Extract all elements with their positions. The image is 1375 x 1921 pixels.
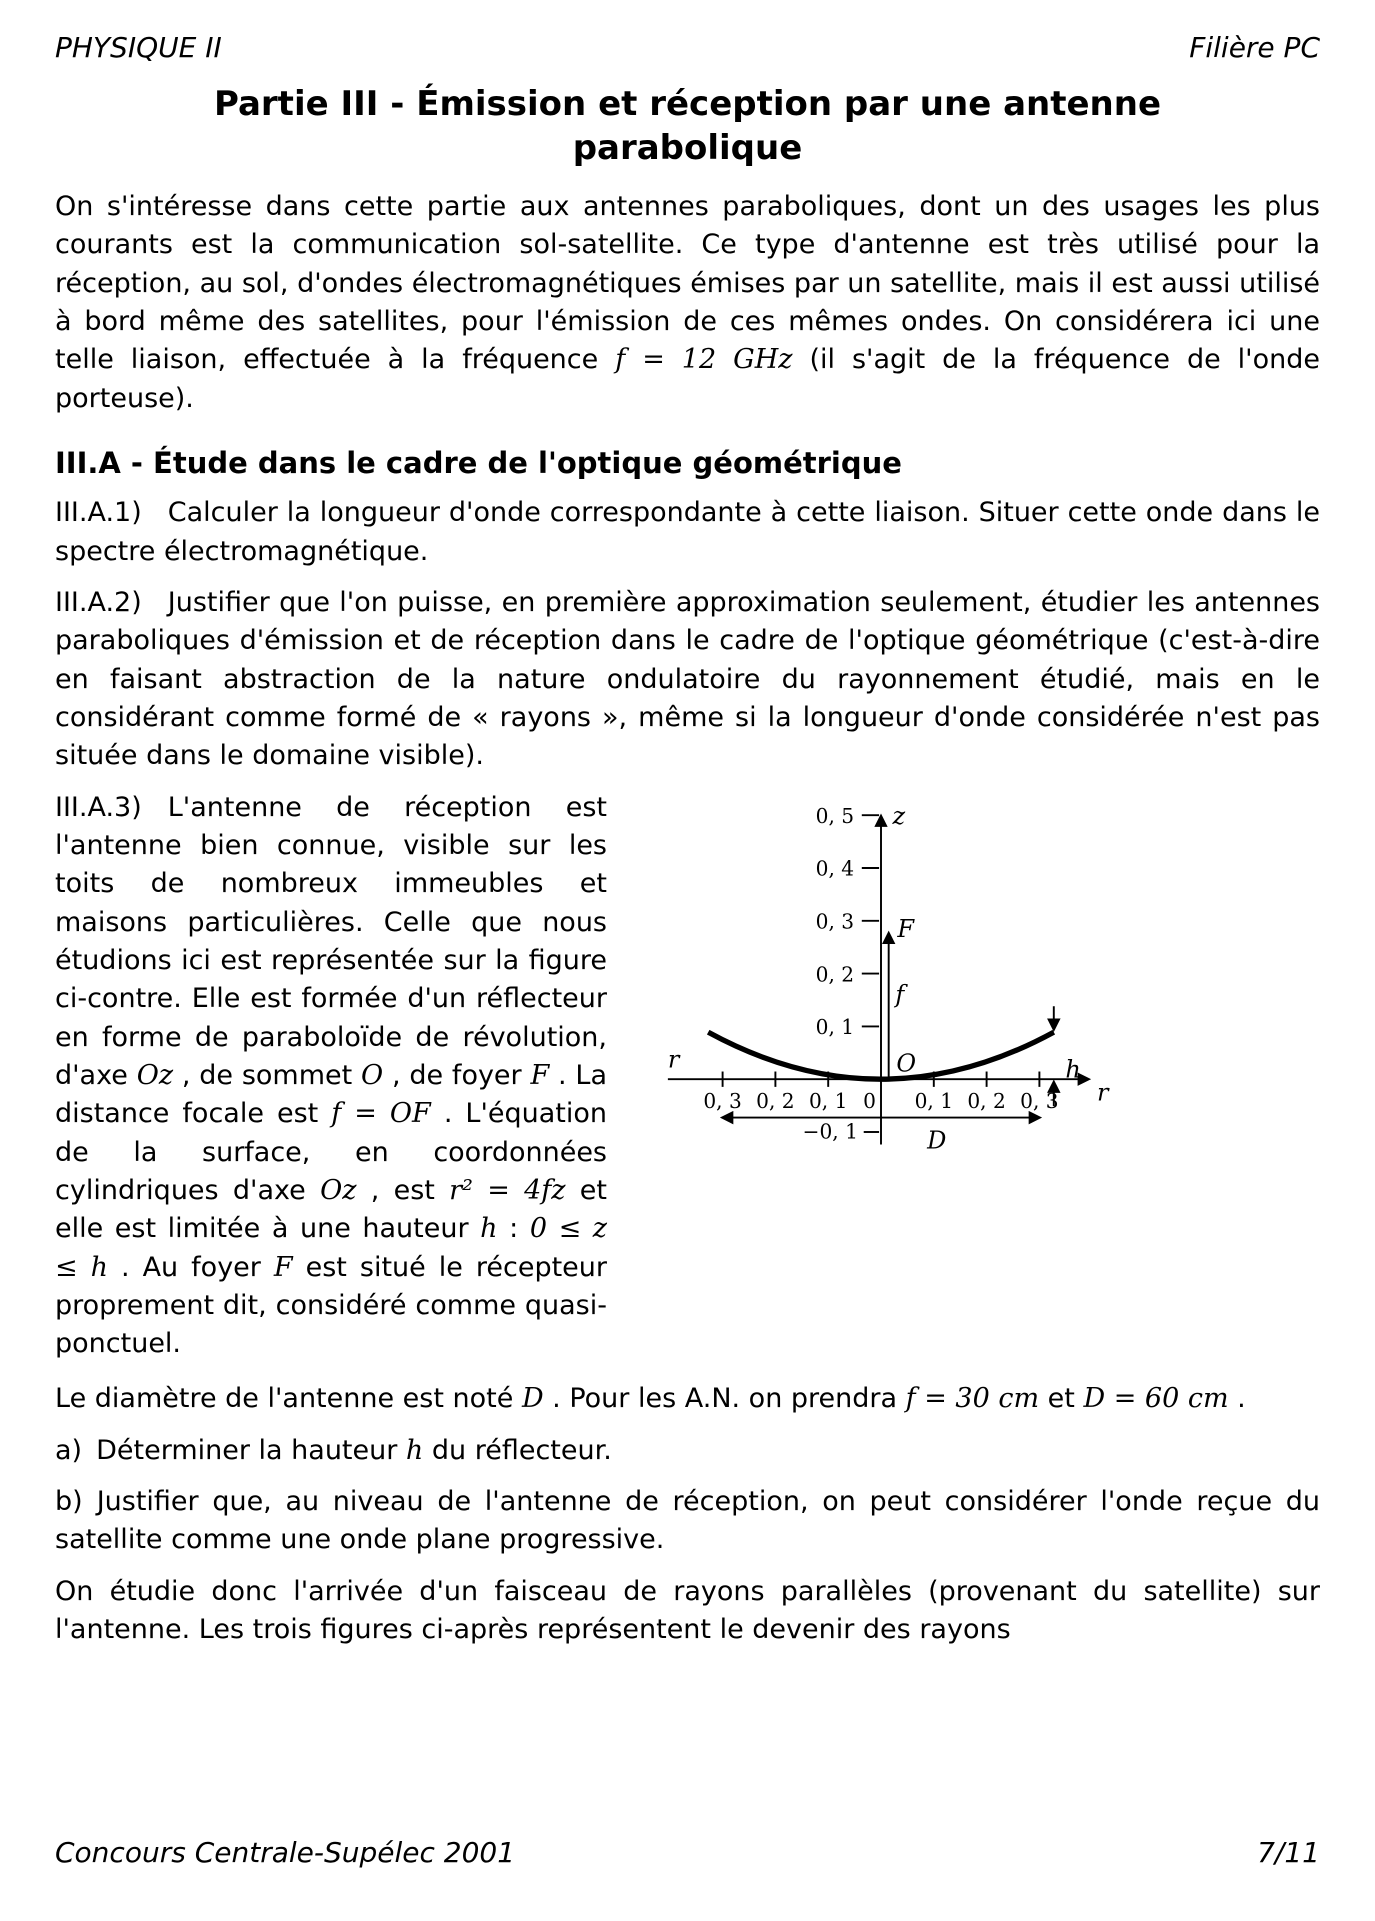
inline-math: f = OF [331, 1098, 431, 1130]
inline-math: r² = 4fz [449, 1174, 566, 1206]
r-axis-label-left: r [667, 1045, 680, 1074]
inline-text: Calculer la longueur d'onde correspondante à cette liaison. Situer cette onde dans le spectre électromagnétique. [55, 497, 1320, 567]
header-right: Filière PC [1189, 31, 1320, 64]
parabola-figure [607, 789, 1320, 1185]
diameter-label: D [927, 1125, 947, 1154]
r-tick-label: 0, 2 [967, 1088, 1006, 1113]
inline-text: et elle est limitée à une hauteur [55, 1174, 608, 1245]
r-tick-label-zero: 0 [863, 1088, 876, 1113]
focal-length-label: f [895, 979, 905, 1008]
inline-text: Justifier que l'on puisse, en première approximation seulement, étudier les antennes paraboliques d'émission et de réception dans le cadre de l'optique géométrique (c'est-à-dire en faisant abstraction de la nature ondulatoire du rayonnement étudié, mais en le considérant comme formé de « rayons », même si la longueur d'onde considérée n'est pas située dans le domaine visible). [55, 586, 1320, 772]
z-tick-label: 0, 4 [815, 856, 855, 881]
item-label: III.A.1) [55, 497, 142, 529]
item-label: b) [55, 1486, 83, 1518]
height-label: h [1065, 1054, 1081, 1083]
r-tick-label: 0, 3 [703, 1088, 742, 1113]
inline-math: Oz [320, 1174, 357, 1206]
item-label: III.A.3) [55, 791, 142, 823]
r-tick-label: 0, 1 [808, 1088, 848, 1113]
inline-text: . L'équation de la surface, en coordonnées cylindriques d'axe [55, 1098, 608, 1206]
inline-math: Oz [136, 1059, 174, 1091]
item-label: a) [55, 1434, 83, 1466]
inline-math: D [521, 1383, 544, 1415]
item-label: III.A.2) [55, 586, 142, 618]
inline-text: et [1039, 1383, 1084, 1415]
inline-math: D = 60 cm [1083, 1383, 1229, 1415]
inline-math: f = 12 GHz [615, 344, 793, 376]
inline-text: . La distance focale est [55, 1059, 607, 1130]
inline-math: 0 ≤ z ≤ h [55, 1213, 607, 1283]
page-footer [55, 1833, 1320, 1873]
inline-text: L'antenne de réception est l'antenne bien connue, visible sur les toits de nombreux immeubles et maisons particulières. Celle que nous étudions ici est représentée sur la figure ci-contre. Elle est formée d'un réflecteur en forme de paraboloïde de révolution, d'axe [55, 791, 607, 1091]
inline-text: . [1228, 1383, 1246, 1415]
inline-text: On s'intéresse dans cette partie aux antennes paraboliques, dont un des usages les plus courants est la communication sol-satellite. Ce type d'antenne est très utilisé pour la réception, au sol, d'ondes électromagnétiques émises par un satellite, mais il est aussi utilisé à bord même des satellites, pour l'émission de ces mêmes ondes. On considérera ici une telle liaison, effectuée à la fréquence [55, 191, 1320, 376]
origin-label: O [896, 1049, 917, 1078]
z-tick-label-negative: −0, 1 [802, 1119, 858, 1144]
footer-left: Concours Centrale-Supélec 2001 [55, 1836, 516, 1870]
header-left: PHYSIQUE II [55, 31, 222, 64]
z-tick-label: 0, 3 [815, 909, 855, 934]
figure-row [55, 789, 1320, 1377]
r-axis-label-right: r [1097, 1077, 1109, 1106]
inline-text: (il s'agit de la fréquence de l'onde porteuse). [55, 344, 1320, 414]
inline-math: F [530, 1059, 550, 1091]
inline-text: , est [356, 1174, 450, 1206]
inline-text: . Pour les A.N. on prendra [543, 1383, 906, 1415]
inline-text: , de foyer [383, 1059, 531, 1091]
inline-text: du réflecteur. [423, 1434, 612, 1466]
r-tick-label: 0, 2 [756, 1088, 795, 1113]
inline-text: , de sommet [173, 1059, 362, 1091]
title-line-1: Partie III - Émission et réception par une antenne [213, 83, 1162, 124]
paragraph-diameter [55, 1380, 1320, 1418]
inline-text: est situé le récepteur proprement dit, considéré comme quasi-ponctuel. [55, 1251, 607, 1360]
r-tick-label: 0, 3 [1020, 1088, 1059, 1113]
paragraph-III-A-2 [55, 584, 1320, 776]
document-title [55, 82, 1320, 170]
inline-math: O [361, 1059, 384, 1091]
inline-text: Justifier que, au niveau de l'antenne de réception, on peut considérer l'onde reçue du satellite comme une onde plane progressive. [55, 1486, 1320, 1556]
r-tick-label: 0, 1 [914, 1088, 954, 1113]
paragraph-intro [55, 188, 1320, 418]
inline-math: F [273, 1251, 293, 1283]
footer-right: 7/11 [1257, 1836, 1320, 1870]
page-header [55, 28, 1320, 68]
paragraph-outro [55, 1573, 1320, 1650]
paragraph-question-b [55, 1483, 1320, 1560]
z-tick-label: 0, 1 [815, 1014, 855, 1039]
inline-math: h [405, 1434, 424, 1466]
parabola-diagram [641, 791, 1121, 1185]
inline-text: On étudie donc l'arrivée d'un faisceau de rayons parallèles (provenant du satellite) sur l'antenne. Les trois figures ci-après représentent le devenir des rayons [55, 1575, 1320, 1646]
z-tick-label: 0, 5 [815, 803, 855, 828]
inline-math: f = 30 cm [905, 1383, 1040, 1415]
focus-label: F [897, 914, 914, 943]
inline-math: h [480, 1213, 498, 1245]
paragraph-III-A-1 [55, 494, 1320, 571]
paragraph-question-a [55, 1432, 1320, 1470]
z-axis-label: z [892, 801, 906, 830]
inline-text: : [497, 1213, 530, 1245]
inline-text: Le diamètre de l'antenne est noté [55, 1383, 522, 1415]
z-tick-label: 0, 2 [815, 961, 855, 986]
z-axis-ticks [862, 815, 879, 1132]
inline-text: . Au foyer [108, 1251, 274, 1283]
title-line-2: parabolique [572, 127, 803, 168]
section-heading-III-A: III.A - Étude dans le cadre de l'optique géométrique [55, 446, 902, 481]
inline-text: Déterminer la hauteur [96, 1434, 406, 1466]
paragraph-III-A-3 [55, 789, 607, 1364]
